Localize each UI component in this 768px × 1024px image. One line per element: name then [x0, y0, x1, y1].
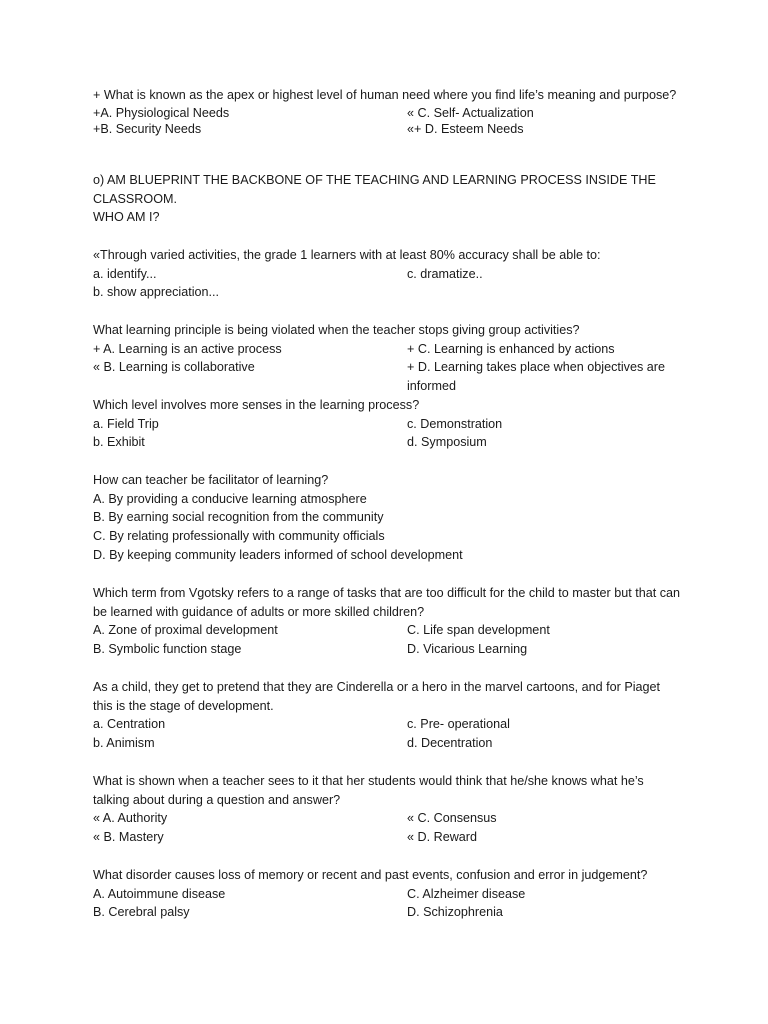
option-b: « B. Learning is collaborative	[93, 360, 255, 375]
option-c: « C. Self- Actualization	[407, 105, 534, 120]
option-b: b. Animism	[93, 736, 155, 751]
option-d: « D. Reward	[407, 830, 477, 845]
option-c: c. dramatize..	[407, 266, 483, 281]
option-c: c. Pre- operational	[407, 717, 510, 732]
question-stem: Which term from Vgotsky refers to a range of tasks that are too difficult for the child to master but that can be learned with guidance of adults or more skilled children?	[93, 586, 684, 619]
answer-options	[93, 621, 683, 658]
question-9	[93, 772, 683, 847]
option-c: + C. Learning is enhanced by actions	[407, 341, 615, 356]
question-7	[93, 584, 683, 659]
question-3	[93, 246, 683, 302]
question-stem: Which level involves more senses in the learning process?	[93, 398, 420, 412]
option-a: a. Centration	[93, 717, 166, 732]
option-a: A. By providing a conducive learning atmosphere	[93, 491, 367, 506]
option-b: b. show appreciation...	[93, 285, 220, 300]
question-stem: As a child, they get to pretend that they are Cinderella or a hero in the marvel cartoons, and for Piaget this is the stage of development.	[93, 680, 664, 713]
answer-options	[93, 415, 683, 452]
option-b: B. By earning social recognition from the community	[93, 510, 384, 525]
question-stem: What is shown when a teacher sees to it that her students would think that he/she knows what he’s talking about during a question and answer?	[93, 774, 648, 807]
option-b: b. Exhibit	[93, 435, 145, 450]
option-c: C. Life span development	[407, 623, 550, 638]
question-stem: + What is known as the apex or highest level of human need where you find life’s meaning and purpose?	[93, 88, 677, 102]
question-6	[93, 471, 683, 565]
option-c: c. Demonstration	[407, 416, 503, 431]
option-c: C. Alzheimer disease	[407, 886, 526, 901]
option-d: d. Symposium	[407, 435, 487, 450]
option-a: A. Zone of proximal development	[93, 623, 278, 638]
question-8	[93, 678, 683, 753]
question-stem: How can teacher be facilitator of learning?	[93, 473, 329, 487]
question-stem: «Through varied activities, the grade 1 learners with at least 80% accuracy shall be able to:	[93, 248, 601, 262]
answer-options	[93, 809, 683, 846]
answer-options	[93, 885, 683, 922]
question-stem: What learning principle is being violated when the teacher stops giving group activities?	[93, 323, 580, 337]
question-stem: What disorder causes loss of memory or recent and past events, confusion and error in judgement?	[93, 868, 648, 882]
question-stem: o) AM BLUEPRINT THE BACKBONE OF THE TEACHING AND LEARNING PROCESS INSIDE THE CLASSROOM. WHO AM I?	[93, 173, 656, 225]
answer-options	[93, 265, 683, 302]
answer-options	[93, 715, 683, 752]
question-10	[93, 866, 683, 922]
option-c: C. By relating professionally with community officials	[93, 529, 385, 544]
question-5	[93, 396, 683, 452]
option-d: D. Schizophrenia	[407, 905, 503, 920]
question-4	[93, 321, 683, 396]
option-a: a. Field Trip	[93, 416, 159, 431]
option-d: «+ D. Esteem Needs	[407, 122, 524, 137]
option-d: D. Vicarious Learning	[407, 642, 528, 657]
option-empty	[407, 283, 683, 302]
option-c: « C. Consensus	[407, 811, 497, 826]
option-b: « B. Mastery	[93, 830, 164, 845]
option-a: + A. Learning is an active process	[93, 341, 282, 356]
answer-options	[93, 340, 683, 396]
question-1	[93, 86, 683, 138]
option-a: a. identify...	[93, 266, 157, 281]
option-d: + D. Learning takes place when objectives are informed	[407, 360, 669, 394]
option-d: d. Decentration	[407, 736, 493, 751]
option-b: B. Symbolic function stage	[93, 642, 242, 657]
answer-options	[93, 105, 683, 138]
option-a: +A. Physiological Needs	[93, 105, 230, 120]
option-d: D. By keeping community leaders informed of school development	[93, 547, 463, 562]
option-b: B. Cerebral palsy	[93, 905, 190, 920]
question-2	[93, 171, 683, 227]
option-a: « A. Authority	[93, 811, 168, 826]
option-b: +B. Security Needs	[93, 122, 202, 137]
option-a: A. Autoimmune disease	[93, 886, 226, 901]
